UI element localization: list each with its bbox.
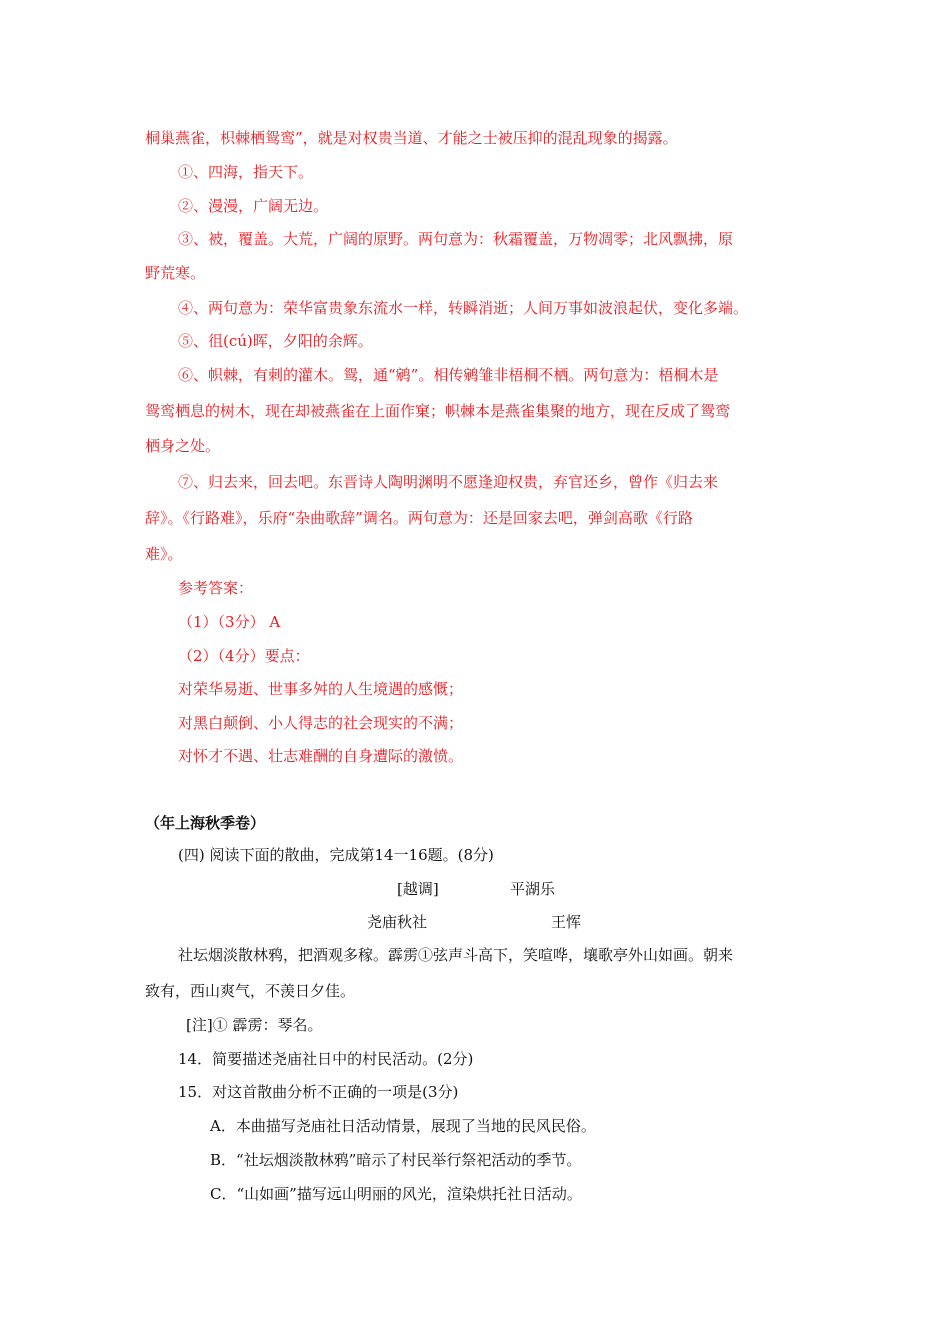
answer-line: ⑦、归去来，回去吧。东晋诗人陶明渊明不愿逢迎权贵，弃官还乡，曾作《归去来 <box>178 473 719 491</box>
answer-line: 辞》。《行路难》，乐府“杂曲歌辞”调名。两句意为：还是回家去吧，弹剑高歌《行路 <box>145 509 693 527</box>
answer-line: 鸳鸾栖息的树木，现在却被燕雀在上面作窠；帜棘本是燕雀集聚的地方，现在反成了鸳鸾 <box>145 402 731 420</box>
answer-line: 桐巢燕雀，枳棘栖鸳鸾”，就是对权贵当道、才能之士被压抑的混乱现象的揭露。 <box>145 129 678 147</box>
answer-line: ①、四海，指天下。 <box>178 163 314 181</box>
poem-subtitle: 尧庙秋社 <box>367 913 428 931</box>
question-14: 14．简要描述尧庙社日中的村民活动。(2分) <box>178 1050 474 1068</box>
answer-line: ②、漫漫，广阔无边。 <box>178 197 329 215</box>
poem-text-line: 社坛烟淡散林鸦，把酒观多稼。霹雳①弦声斗高下，笑喧哗，壤歌亭外山如画。朝来 <box>178 946 734 964</box>
answer-line: ③、被，覆盖。大荒，广阔的原野。两句意为：秋霜覆盖，万物凋零；北风飘拂，原 <box>178 230 734 248</box>
answer-line: （2）（4分）要点： <box>178 647 310 665</box>
section-heading: （年上海秋季卷） <box>145 814 266 832</box>
option-c: C．“山如画”描写远山明丽的风光，渲染烘托社日活动。 <box>210 1185 582 1203</box>
answer-line: ⑤、徂(cú)晖，夕阳的余辉。 <box>178 332 373 350</box>
answer-line: 难》。 <box>145 545 183 563</box>
poem-text-line: 致有，西山爽气，不羡日夕佳。 <box>145 982 356 1000</box>
answer-heading: 参考答案： <box>178 579 254 597</box>
answer-line: （1）（3分） A <box>178 613 281 631</box>
option-a: A．本曲描写尧庙社日活动情景，展现了当地的民风民俗。 <box>210 1117 596 1135</box>
answer-line: ⑥、帜棘，有刺的灌木。鸳，通“鹓”。相传鹓雏非梧桐不栖。两句意为：梧桐木是 <box>178 366 719 384</box>
question-15: 15．对这首散曲分析不正确的一项是(3分) <box>178 1083 459 1101</box>
poem-tune: [越调] <box>397 880 439 898</box>
poem-title: 平湖乐 <box>510 880 556 898</box>
answer-point: 对黑白颠倒、小人得志的社会现实的不满； <box>178 714 464 732</box>
answer-line: 野荒寒。 <box>145 264 206 282</box>
answer-point: 对怀才不遇、壮志难酬的自身遭际的激愤。 <box>178 747 464 765</box>
answer-line: ④、两句意为：荣华富贵象东流水一样，转瞬消逝；人间万事如波浪起伏，变化多端。 <box>178 299 749 317</box>
option-b: B．“社坛烟淡散林鸦”暗示了村民举行祭祀活动的季节。 <box>210 1151 582 1169</box>
answer-point: 对荣华易逝、世事多舛的人生境遇的感慨； <box>178 680 464 698</box>
section-intro: (四) 阅读下面的散曲，完成第14一16题。(8分) <box>178 846 494 864</box>
answer-line: 栖身之处。 <box>145 437 221 455</box>
poem-note: [注]① 霹雳：琴名。 <box>186 1016 323 1034</box>
poem-author: 王恽 <box>551 913 582 931</box>
